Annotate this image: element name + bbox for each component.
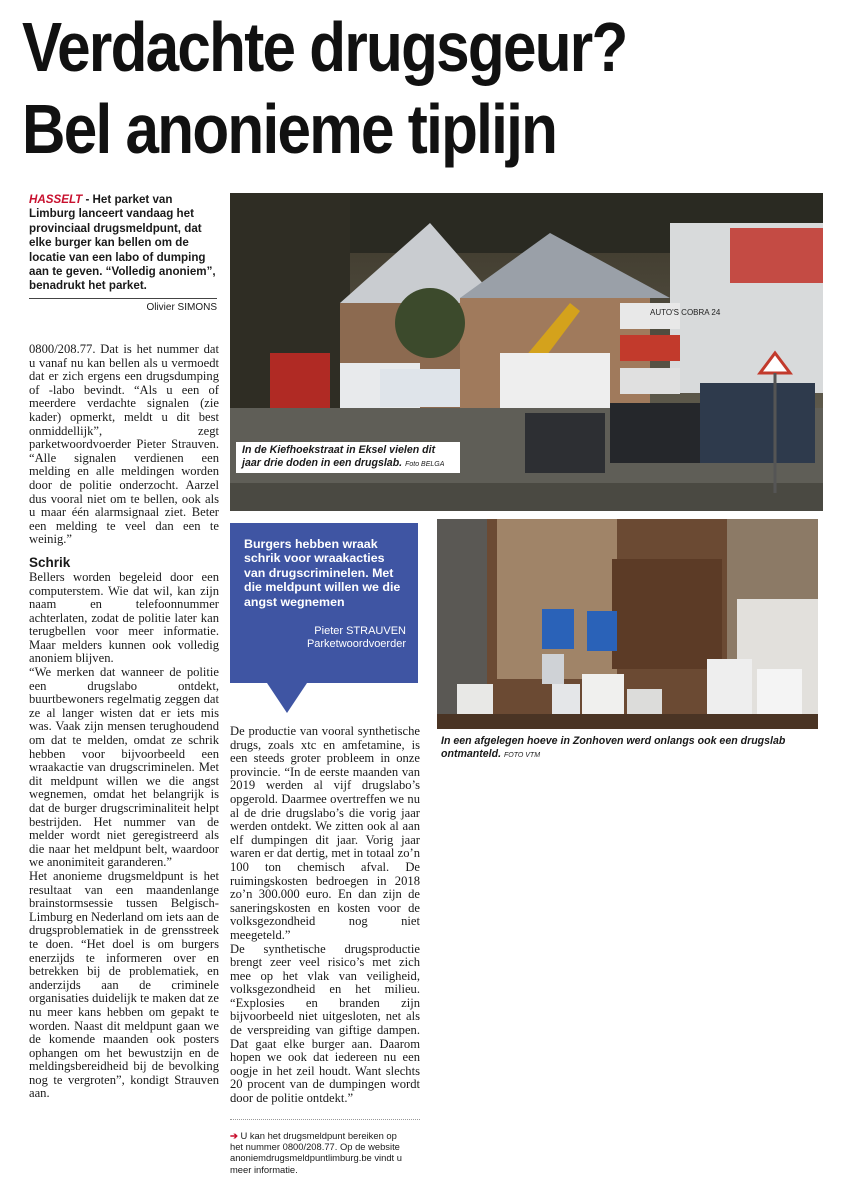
quote-attribution-name: Pieter STRAUVEN: [314, 625, 406, 638]
photo-drugslab: [437, 519, 818, 729]
lead-text: - Het parket van Limburg lanceert vandaag het provinciaal drugsmeldpunt, dat elke burger kan bellen om de locatie van een labo of dumping aan te geven. “Volledig anoniem”, benadrukt het parket.: [29, 193, 216, 293]
body-paragraph-6: De synthetische drugsproductie brengt zeer veel risico’s met zich mee op het vlak van veiligheid, volksgezondheid en het milieu. “Explosies en branden zijn bijvoorbeeld niet uitgesloten, net als de verspreiding van giftige dampen. Dat gaat elke burger aan. Daarom hopen we ook dat iedereen nu een oogje in het zeil houdt. Want slechts 20 procent van de dumpingen wordt door de politie ontdekt.”: [230, 941, 420, 1106]
body-paragraph-4: Het anonieme drugsmeldpunt is het resultaat van een maandenlange brainstormsessie tussen Belgisch-Limburg en Nederland om iets aan de drugsproblematiek in de grensstreek te doen. “Het doel is om burgers enerzijds te informeren over en betrekken bij de problematiek, en anderzijds aan de criminele organisaties duidelijk te maken dat ze nu meer kans hebben om gepakt te worden. Naast dit meldpunt gaan we de komende maanden ook posters ophangen om het bewustzijn en de meldingsbereidheid bij de bevolking nog te vergroten”, kondigt Strauven aan.: [29, 868, 220, 1101]
body-paragraph-2: Bellers worden begeleid door een computerstem. Wie dat wil, kan zijn naam en telefoonnummer achterlaten, zodat de politie later kan terugbellen voor meer informatie. Maar melders kunnen ook volledig anoniem blijven.: [29, 569, 219, 666]
photo-2-caption-text: In een afgelegen hoeve in Zonhoven werd onlangs ook een drugslab ontmanteld.: [441, 735, 786, 760]
body-paragraph-1: 0800/208.77. Dat is het nummer dat u vanaf nu kan bellen als u vermoedt dat er zich ergens een drugsdumping of -labo bevindt. “Als u een of meerdere verdachte signalen (zie kader) opmerkt, meldt u dit best onmiddellijk”, zegt parketwoordvoerder Pieter Strauven. “Alle signalen verdienen een melding en alle meldingen worden door de politie onderzocht. Aarzel dus vooral niet om te bellen, ook als u maar één alarmsignaal ziet. Beter een melding te veel dan een te weinig.”: [29, 342, 219, 547]
headline-line-2: Bel anonieme tiplijn: [22, 90, 557, 168]
author-byline: Olivier SIMONS: [146, 302, 217, 313]
pull-quote-tail: [267, 683, 307, 713]
info-note-text: U kan het drugsmeldpunt bereiken op het nummer 0800/208.77. Op de website anoniemdrugsmeldpuntlimburg.be vindt u meer informatie.: [230, 1130, 402, 1175]
body-paragraph-5: De productie van vooral synthetische drugs, zoals xtc en amfetamine, is een steeds groter probleem in onze provincie. “In de eerste maanden van 2019 werden al vijf drugslabo’s opgerold. Daarmee overtreffen we nu al de drie drugslabo’s die vorig jaar werden ontdekt. We zitten ook al aan elf dumpingen dit jaar. Vorig jaar waren er dat dertig, met in totaal zo’n 100 ton chemisch afval. De ruimingskosten bedroegen in 2018 zo’n 300.000 euro. En dan zijn de saneringskosten en kosten voor de volksgezondheid nog niet meegeteld.”: [230, 724, 420, 942]
info-note-divider: [230, 1119, 420, 1120]
headline-line-1: Verdachte drugsgeur?: [22, 8, 627, 86]
quote-attribution-role: Parketwoordvoerder: [306, 638, 406, 651]
quote-text: Burgers hebben wraak schrik voor wraakacties van drugscriminelen. Met die meldpunt willen we die angst wegnemen: [244, 537, 401, 609]
photo-1-caption-text: In de Kiefhoekstraat in Eksel vielen dit jaar drie doden in een drugslab.: [242, 444, 436, 469]
article-column-1: [29, 343, 219, 1101]
headline: [22, 6, 710, 170]
sign-text: AUTO'S COBRA 24: [650, 308, 721, 317]
drugslab-illustration: [437, 519, 818, 729]
photo-2-credit: FOTO VTM: [503, 751, 541, 759]
subheading: Schrik: [29, 554, 71, 570]
photo-2-caption: [441, 735, 811, 762]
photo-crime-scene: [230, 193, 823, 511]
photo-1-caption: [236, 442, 460, 473]
arrow-icon: ➔: [230, 1130, 238, 1141]
body-paragraph-3: “We merken dat wanneer de politie een drugslabo ontdekt, buurtbewoners regelmatig zeggen dat ze al langer wisten dat er iets mis was. Vaak zijn mensen terughoudend om dat te melden, omdat ze schrik hebben voor bijvoorbeeld een wraakactie van drugscriminelen. Met dit meldpunt willen we die angst wegnemen, omdat het belangrijk is dat de burger drugscriminaliteit helpt bestrijden. Het nummer van de melder wordt niet geregistreerd als die naar het meldpunt belt, waardoor we anonimiteit garanderen.”: [29, 665, 219, 870]
author-divider: [29, 298, 217, 299]
article-column-2: [230, 725, 420, 1106]
photo-1-credit: Foto BELGA: [405, 460, 445, 468]
info-note: [230, 1130, 410, 1175]
dateline: HASSELT: [29, 193, 83, 206]
lead-paragraph: [29, 193, 217, 294]
pull-quote: [230, 523, 418, 683]
